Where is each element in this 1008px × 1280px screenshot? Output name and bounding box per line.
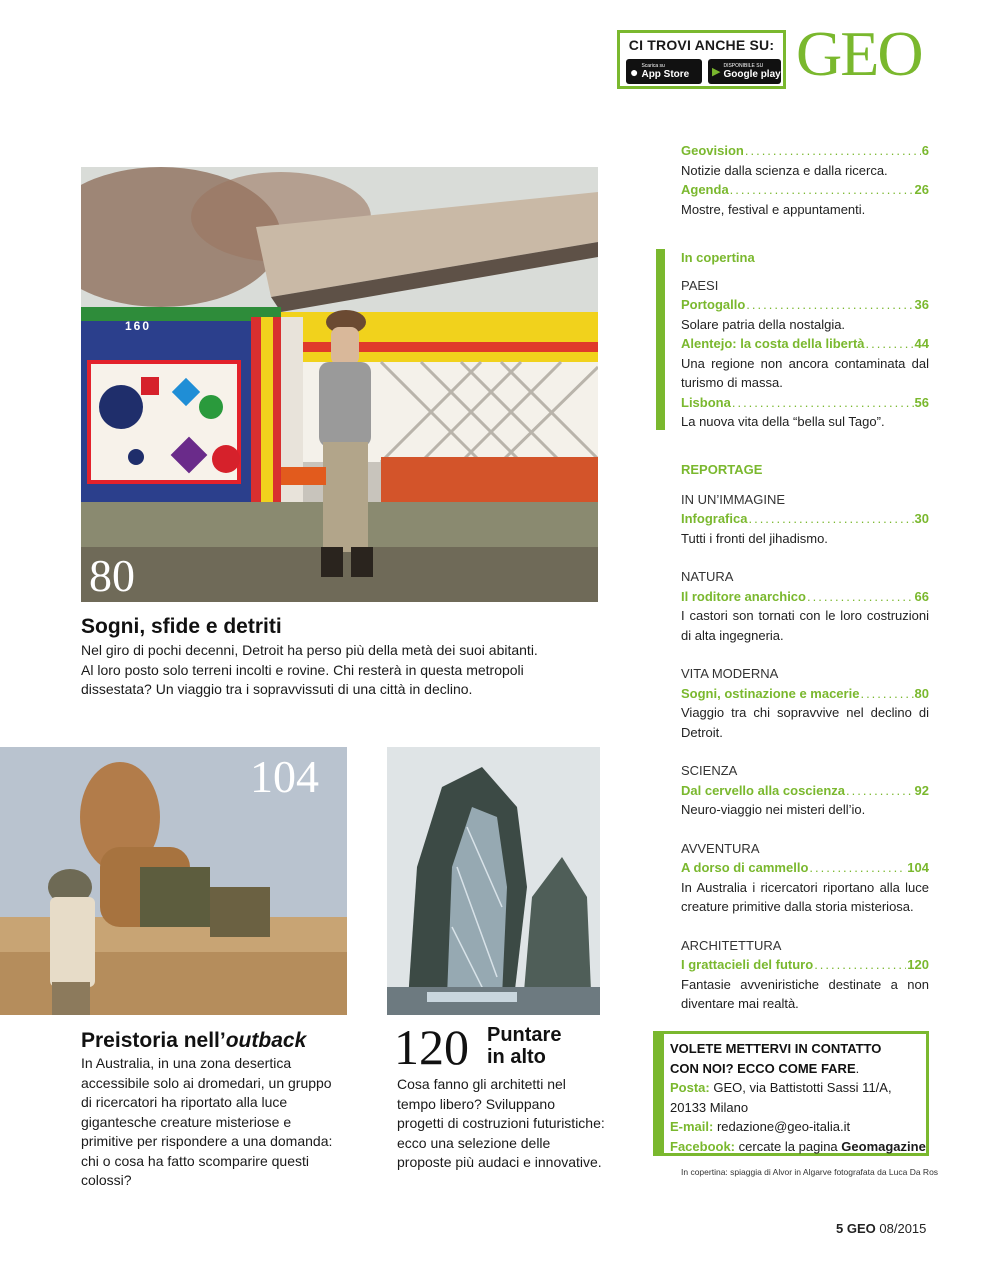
cover-category: PAESI <box>681 277 719 293</box>
toc-category: NATURA <box>681 569 734 584</box>
toc-desc: I castori son tornati con le loro costruzioni di alta ingegneria. <box>681 608 929 643</box>
footer-brand: GEO <box>846 1221 876 1236</box>
app-store-small: Scarica su <box>641 63 665 69</box>
google-play-label: Google play <box>723 69 781 80</box>
skyscraper-title <box>487 1024 561 1068</box>
skyscraper-illustration <box>387 747 600 1015</box>
geo-logo: GEO <box>796 18 922 89</box>
play-icon: ▶ <box>712 66 721 78</box>
toc-entry[interactable]: Sogni, ostinazione e macerie ..... 80 <box>681 684 929 704</box>
toc-desc: Fantasie avveniristiche destinate a non diventare mai realtà. <box>681 976 929 1011</box>
detroit-body: Nel giro di pochi decenni, Detroit ha perso più della metà dei suoi abitanti. Al loro posto solo terreni incolti e rovine. Chi resterà in questa metropoli dissestata? Un viaggio tra i sopravvissuti di una città in declino. <box>81 642 538 697</box>
outback-title <box>81 1029 306 1053</box>
toc-desc: Notizie dalla scienza e dalla ricerca. <box>681 162 888 178</box>
toc-entry[interactable]: Portogallo ..... 36 <box>681 295 929 315</box>
app-store-badge-box <box>617 30 786 89</box>
toc-entry[interactable]: Agenda ..... 26 <box>681 180 929 200</box>
page-footer <box>836 1221 926 1236</box>
toc-category: ARCHITETTURA <box>681 937 782 953</box>
posta-address-line2: 20133 Milano <box>670 1099 749 1115</box>
skyscraper-title-line2: in alto <box>487 1046 546 1068</box>
contact-question-line2: CON NOI? ECCO COME FARE <box>670 1060 856 1076</box>
toc-reportage-section <box>681 460 929 1014</box>
app-store-button[interactable] <box>626 59 702 84</box>
outback-title-main: Preistoria nell’ <box>81 1029 226 1052</box>
toc-entry[interactable]: Geovision ..... 6 <box>681 141 929 161</box>
facebook-text: cercate la pagina <box>738 1138 838 1154</box>
posta-label: Posta: <box>670 1080 710 1095</box>
detroit-title: Sogni, sfide e detriti <box>81 615 282 638</box>
cover-section-bar <box>656 249 665 430</box>
toc-category: SCIENZA <box>681 763 738 778</box>
outback-page-number: 104 <box>250 751 319 802</box>
toc-desc: Una regione non ancora contaminata dal turismo di massa. <box>681 355 929 390</box>
toc-desc: Neuro-viaggio nei misteri dell’io. <box>681 802 866 817</box>
outback-photo[interactable] <box>0 747 347 1015</box>
skyscraper-photo[interactable] <box>387 747 600 1015</box>
cover-heading: In copertina <box>681 250 755 265</box>
outback-body: In Australia, in una zona desertica accessibile solo ai dromedari, un gruppo di ricercatori ha riportato alla luce gigantesche creature misteriose e primitive per rispondere a una domanda: chi o cosa ha fatto scomparire questi colossi? <box>81 1055 333 1188</box>
posta-address-line1: GEO, via Battistotti Sassi 11/A, <box>713 1080 892 1095</box>
toc-desc: Tutti i fronti del jihadismo. <box>681 530 828 546</box>
detroit-photo[interactable] <box>81 167 598 602</box>
skyscraper-body: Cosa fanno gli architetti nel tempo libero? Sviluppano progetti di costruzioni futuristiche: ecco una selezione delle proposte più audaci e innovative. <box>397 1076 605 1170</box>
toc-category: IN UN’IMMAGINE <box>681 491 785 507</box>
skyscraper-title-line1: Puntare <box>487 1024 562 1046</box>
toc-category: VITA MODERNA <box>681 666 779 681</box>
google-play-small: DISPONIBILE SU <box>723 63 764 69</box>
toc-desc: Viaggio tra chi sopravvive nel declino di Detroit. <box>681 705 929 740</box>
app-store-label: App Store <box>641 69 690 80</box>
toc-cover-section <box>681 248 929 432</box>
house-number-text: 160 <box>125 319 152 333</box>
detroit-page-number: 80 <box>89 550 135 601</box>
toc-entry[interactable]: Alentejo: la costa della libertà ..... 44 <box>681 334 929 354</box>
reportage-heading: REPORTAGE <box>681 462 763 477</box>
footer-page-number: 5 <box>836 1221 844 1236</box>
toc-category: AVVENTURA <box>681 840 760 856</box>
facebook-label: Facebook: <box>670 1138 736 1154</box>
badge-title: CI TROVI ANCHE SU: <box>628 37 775 53</box>
footer-issue: 08/2015 <box>879 1221 927 1236</box>
toc-entry[interactable]: A dorso di cammello ..... 104 <box>681 858 929 878</box>
apple-icon: ● <box>630 63 639 80</box>
toc-top-section <box>681 141 929 219</box>
toc-desc: Mostre, festival e appuntamenti. <box>681 201 866 217</box>
contact-question-end: . <box>855 1060 860 1076</box>
google-play-button[interactable] <box>708 59 781 84</box>
detroit-illustration <box>81 167 598 602</box>
toc-entry[interactable]: Lisbona ..... 56 <box>681 393 929 413</box>
toc-desc: Solare patria della nostalgia. <box>681 316 846 332</box>
skyscraper-page-number: 120 <box>394 1019 469 1075</box>
toc-entry[interactable]: I grattacieli del futuro ..... 120 <box>681 955 929 975</box>
outback-title-italic: outback <box>225 1029 307 1052</box>
contact-question-line1: VOLETE METTERVI IN CONTATTO <box>670 1041 882 1056</box>
email-label: E-mail: <box>670 1119 714 1134</box>
cover-credit: In copertina: spiaggia di Alvor in Algarve fotografata da Luca Da Ros <box>681 1167 939 1177</box>
contact-box <box>653 1031 929 1156</box>
toc-desc: In Australia i ricercatori riportano alla luce creature primitive dalla storia misteriosa. <box>681 879 929 914</box>
toc-entry[interactable]: Dal cervello alla coscienza ..... 92 <box>681 781 929 801</box>
facebook-page-link[interactable]: Geomagazine <box>841 1138 926 1154</box>
email-link[interactable]: redazione@geo-italia.it <box>716 1119 851 1134</box>
toc-entry[interactable]: Infografica ..... 30 <box>681 509 929 529</box>
toc-desc: La nuova vita della “bella sul Tago”. <box>681 414 885 429</box>
toc-entry[interactable]: Il roditore anarchico ..... 66 <box>681 587 929 607</box>
